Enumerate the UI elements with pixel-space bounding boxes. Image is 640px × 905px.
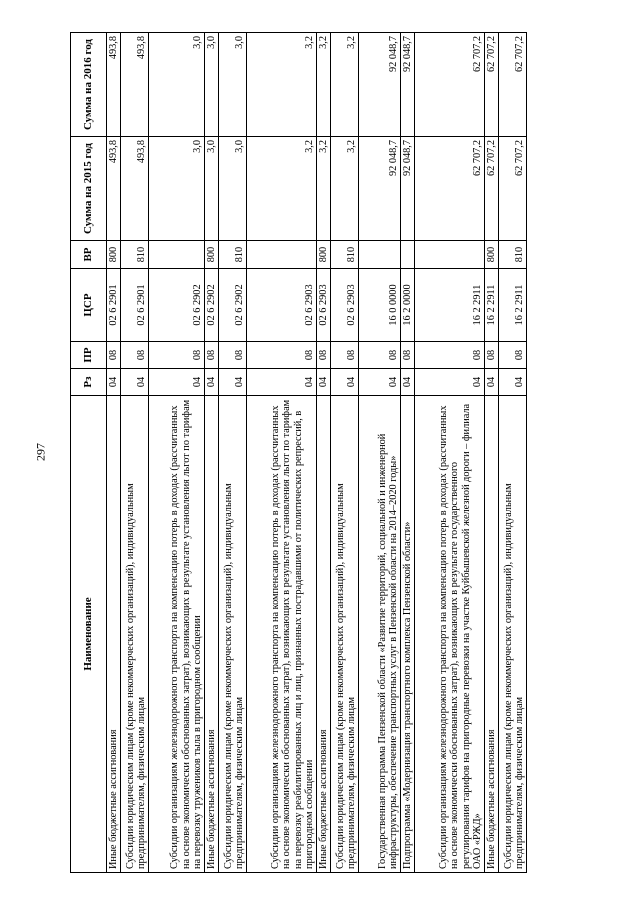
table-row: [317, 33, 331, 873]
cell-sum-2015: 3,2: [331, 137, 359, 241]
cell-pr: 08: [247, 342, 317, 369]
cell-rz: 04: [317, 369, 331, 396]
cell-csr: 02 6 2903: [331, 269, 359, 342]
cell-vr: 800: [205, 241, 219, 269]
cell-sum-2015: 62 707,2: [485, 137, 499, 241]
table-row: [331, 33, 359, 873]
cell-sum-2016: 3,2: [247, 33, 317, 137]
header-sum-2016: Сумма на 2016 год: [71, 33, 107, 137]
header-sum-2015: Сумма на 2015 год: [71, 137, 107, 241]
cell-sum-2015: 3,2: [317, 137, 331, 241]
cell-csr: 16 2 0000: [401, 269, 415, 342]
table-row: [219, 33, 247, 873]
cell-pr: 08: [485, 342, 499, 369]
cell-name: Субсидии организациям железнодорожного транспорта на компенсацию потерь в доходах (рассчитанных на основе экономически обоснованных затрат), возникающих в результате установления льгот по тарифам на перевозку тружеников тыла в пригородном сообщении: [149, 396, 205, 873]
cell-vr: [401, 241, 415, 269]
cell-name: Субсидии юридическим лицам (кроме некоммерческих организаций), индивидуальным предпринимателям, физическим лицам: [121, 396, 149, 873]
table-row: [415, 33, 485, 873]
cell-sum-2016: 62 707,2: [499, 33, 527, 137]
cell-rz: 04: [331, 369, 359, 396]
cell-sum-2015: 493,8: [107, 137, 121, 241]
cell-sum-2016: 493,8: [121, 33, 149, 137]
table-row: [485, 33, 499, 873]
table-row: [107, 33, 121, 873]
cell-vr: 800: [485, 241, 499, 269]
cell-name: Иные бюджетные ассигнования: [485, 396, 499, 873]
cell-pr: 08: [149, 342, 205, 369]
cell-csr: 02 6 2901: [121, 269, 149, 342]
header-rz: Рз: [71, 369, 107, 396]
cell-sum-2016: 3,0: [205, 33, 219, 137]
cell-vr: 800: [317, 241, 331, 269]
cell-pr: 08: [499, 342, 527, 369]
cell-vr: [247, 241, 317, 269]
cell-rz: 04: [121, 369, 149, 396]
cell-csr: 16 2 2911: [485, 269, 499, 342]
cell-vr: 810: [331, 241, 359, 269]
cell-rz: 04: [499, 369, 527, 396]
cell-rz: 04: [485, 369, 499, 396]
cell-rz: 04: [149, 369, 205, 396]
cell-rz: 04: [247, 369, 317, 396]
cell-csr: 02 6 2901: [107, 269, 121, 342]
cell-pr: 08: [359, 342, 401, 369]
cell-sum-2015: 62 707,2: [415, 137, 485, 241]
header-vr: ВР: [71, 241, 107, 269]
cell-sum-2015: 3,2: [247, 137, 317, 241]
cell-csr: 02 6 2903: [247, 269, 317, 342]
table-row: [359, 33, 401, 873]
cell-name: Иные бюджетные ассигнования: [107, 396, 121, 873]
table-row: [499, 33, 527, 873]
table-row: [205, 33, 219, 873]
cell-csr: 02 6 2902: [205, 269, 219, 342]
rotated-table-container: [70, 33, 526, 873]
cell-vr: 810: [219, 241, 247, 269]
cell-name: Иные бюджетные ассигнования: [205, 396, 219, 873]
table-header-row: [71, 33, 107, 873]
header-pr: ПР: [71, 342, 107, 369]
cell-rz: 04: [205, 369, 219, 396]
cell-name: Подпрограмма «Модернизация транспортного комплекса Пензенской области»: [401, 396, 415, 873]
cell-sum-2016: 3,2: [331, 33, 359, 137]
cell-csr: 16 2 2911: [499, 269, 527, 342]
cell-pr: 08: [331, 342, 359, 369]
header-csr: ЦСР: [71, 269, 107, 342]
table-row: [247, 33, 317, 873]
cell-sum-2016: 62 707,2: [415, 33, 485, 137]
table-row: [149, 33, 205, 873]
page-number: 297: [33, 443, 48, 461]
cell-vr: 800: [107, 241, 121, 269]
table-row: [401, 33, 415, 873]
cell-csr: 02 6 2903: [317, 269, 331, 342]
cell-csr: 02 6 2902: [149, 269, 205, 342]
cell-pr: 08: [415, 342, 485, 369]
cell-sum-2016: 3,2: [317, 33, 331, 137]
cell-pr: 08: [205, 342, 219, 369]
cell-sum-2016: 3,0: [219, 33, 247, 137]
cell-sum-2016: 3,0: [149, 33, 205, 137]
cell-csr: 16 0 0000: [359, 269, 401, 342]
table-row: [121, 33, 149, 873]
cell-name: Субсидии организациям железнодорожного транспорта на компенсацию потерь в доходах (рассчитанных на основе экономически обоснованных затрат), возникающих в результате государственного регулирования тарифов на пригородные перевозки на участке Куйбышевской железной дороги – филиала ОАО «РЖД»: [415, 396, 485, 873]
cell-sum-2015: 92 048,7: [401, 137, 415, 241]
cell-sum-2016: 92 048,7: [401, 33, 415, 137]
cell-vr: [359, 241, 401, 269]
header-name: Наименование: [71, 396, 107, 873]
cell-csr: 16 2 2911: [415, 269, 485, 342]
cell-sum-2015: 92 048,7: [359, 137, 401, 241]
cell-sum-2015: 3,0: [219, 137, 247, 241]
cell-rz: 04: [107, 369, 121, 396]
cell-rz: 04: [415, 369, 485, 396]
cell-sum-2016: 493,8: [107, 33, 121, 137]
cell-pr: 08: [107, 342, 121, 369]
cell-name: Субсидии юридическим лицам (кроме некоммерческих организаций), индивидуальным предпринимателям, физическим лицам: [331, 396, 359, 873]
cell-csr: 02 6 2902: [219, 269, 247, 342]
cell-pr: 08: [401, 342, 415, 369]
cell-rz: 04: [401, 369, 415, 396]
cell-sum-2015: 493,8: [121, 137, 149, 241]
cell-sum-2015: 3,0: [149, 137, 205, 241]
cell-sum-2016: 92 048,7: [359, 33, 401, 137]
cell-sum-2016: 62 707,2: [485, 33, 499, 137]
cell-pr: 08: [317, 342, 331, 369]
cell-vr: 810: [121, 241, 149, 269]
budget-table: [70, 32, 527, 873]
cell-vr: [149, 241, 205, 269]
cell-sum-2015: 3,0: [205, 137, 219, 241]
cell-pr: 08: [219, 342, 247, 369]
cell-vr: [415, 241, 485, 269]
cell-sum-2015: 62 707,2: [499, 137, 527, 241]
cell-name: Субсидии организациям железнодорожного транспорта на компенсацию потерь в доходах (рассчитанных на основе экономически обоснованных затрат), возникающих в результате установления льгот по тарифам на перевозку реабилитированных лиц и лиц, признанных пострадавшими от политических репрессий, в пригородном сообщении: [247, 396, 317, 873]
cell-name: Иные бюджетные ассигнования: [317, 396, 331, 873]
cell-name: Государственная программа Пензенской области «Развитие территорий, социальной и инженерной инфраструктуры, обеспечение транспортных услуг в Пензенской области на 2014–2020 годы»: [359, 396, 401, 873]
cell-rz: 04: [219, 369, 247, 396]
cell-rz: 04: [359, 369, 401, 396]
cell-pr: 08: [121, 342, 149, 369]
cell-name: Субсидии юридическим лицам (кроме некоммерческих организаций), индивидуальным предпринимателям, физическим лицам: [219, 396, 247, 873]
cell-name: Субсидии юридическим лицам (кроме некоммерческих организаций), индивидуальным предпринимателям, физическим лицам: [499, 396, 527, 873]
cell-vr: 810: [499, 241, 527, 269]
